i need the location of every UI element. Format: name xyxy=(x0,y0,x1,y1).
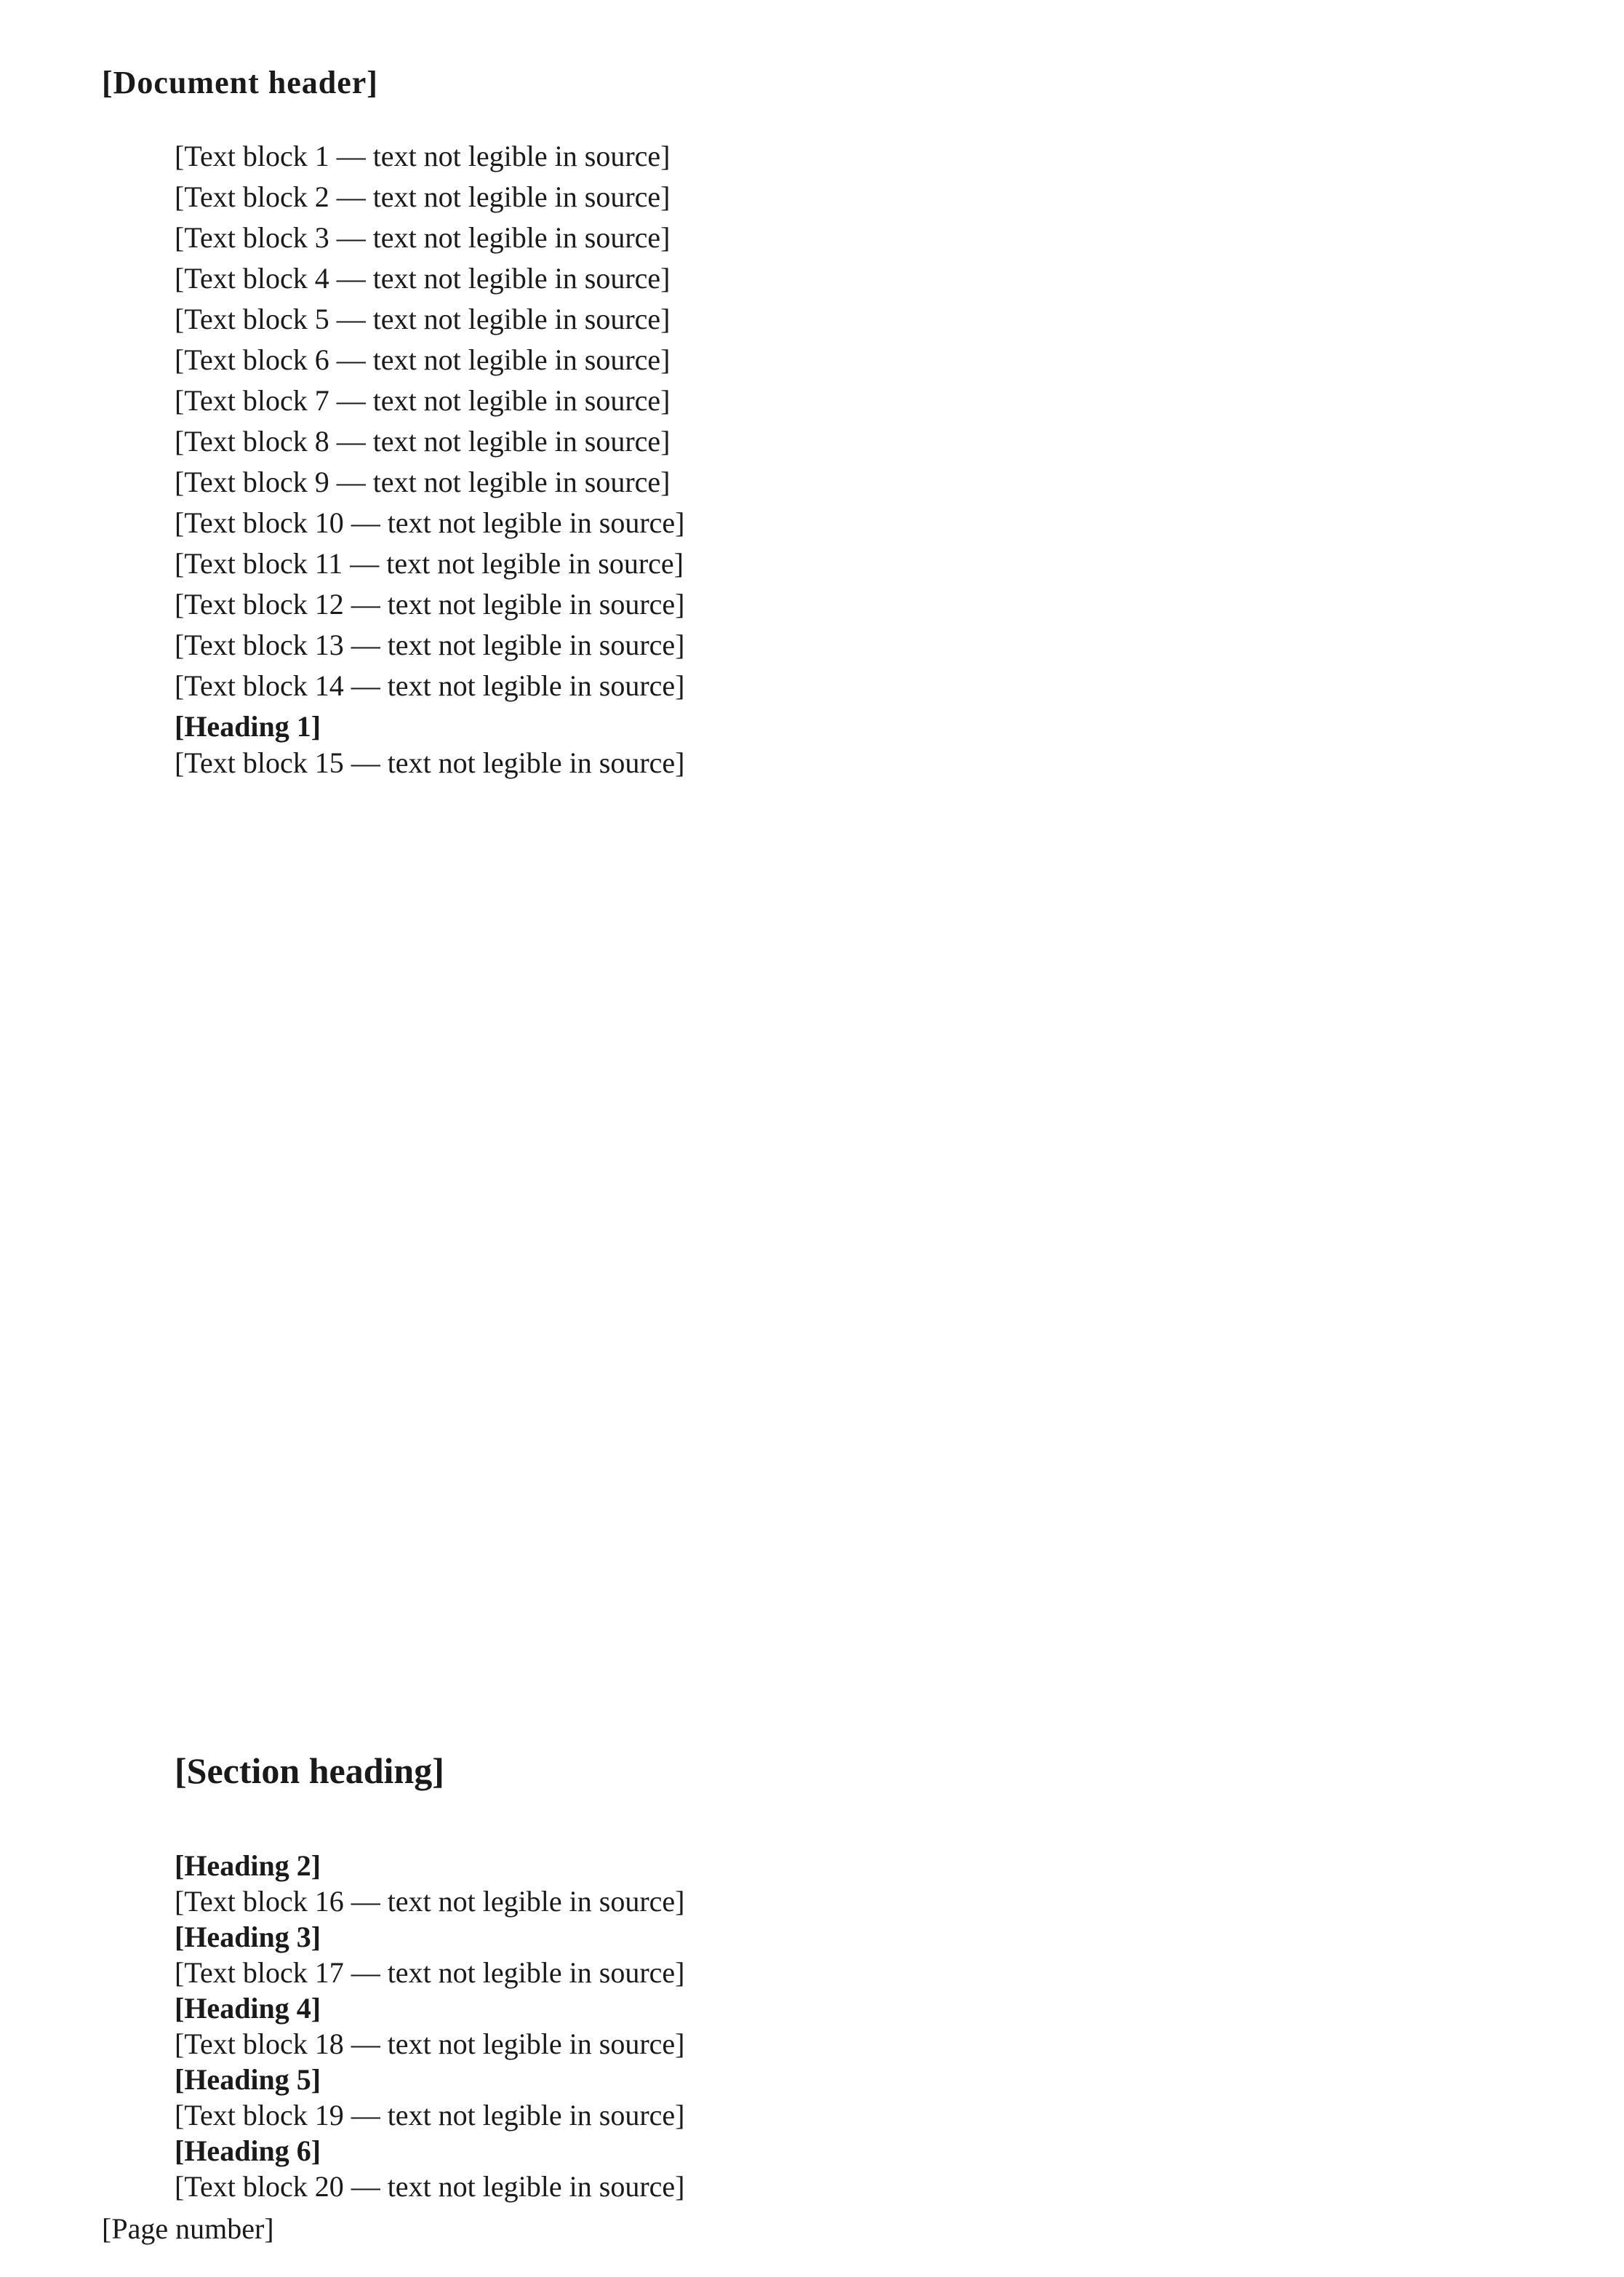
list-item: [Text block 13 — text not legible in source] xyxy=(175,629,685,661)
subsection-body: [Text block 15 — text not legible in source] xyxy=(175,746,685,779)
subsection-body: [Text block 16 — text not legible in source] xyxy=(175,1885,685,1918)
list-item: [Text block 2 — text not legible in source] xyxy=(175,180,671,213)
list-item: [Text block 6 — text not legible in source] xyxy=(175,343,671,376)
subsection-heading: [Heading 3] xyxy=(175,1921,321,1953)
list-item: [Text block 1 — text not legible in source] xyxy=(175,140,671,172)
subsection-1-8 xyxy=(102,709,1513,781)
list-item: [Text block 5 — text not legible in source] xyxy=(175,303,671,335)
list-item: [Text block 14 — text not legible in source] xyxy=(175,669,685,702)
subsection-2-5 xyxy=(102,2133,1513,2204)
subsection-body: [Text block 20 — text not legible in source] xyxy=(175,2170,685,2203)
subsection-2-1 xyxy=(102,1848,1513,1919)
list-item: [Text block 11 — text not legible in source] xyxy=(175,547,684,580)
requirements-list xyxy=(102,138,1513,781)
subsection-heading: [Heading 4] xyxy=(175,1992,321,2025)
subsection-heading: [Heading 5] xyxy=(175,2063,321,2096)
running-head: [Document header] xyxy=(102,65,378,100)
subsection-body: [Text block 19 — text not legible in source] xyxy=(175,2099,685,2132)
list-item: [Text block 4 — text not legible in source] xyxy=(175,262,671,295)
subsection-2-3 xyxy=(102,1990,1513,2062)
page-number: [Page number] xyxy=(102,2212,274,2245)
subsection-heading: [Heading 2] xyxy=(175,1849,321,1882)
section-2-content xyxy=(102,1848,1513,2204)
list-item: [Text block 12 — text not legible in source] xyxy=(175,588,685,621)
list-item: [Text block 3 — text not legible in source] xyxy=(175,221,671,254)
subsection-2-4 xyxy=(102,2062,1513,2133)
subsection-heading: [Heading 6] xyxy=(175,2134,321,2167)
subsection-body: [Text block 17 — text not legible in source] xyxy=(175,1956,685,1989)
list-item: [Text block 7 — text not legible in source] xyxy=(175,384,671,417)
list-item: [Text block 8 — text not legible in source] xyxy=(175,425,671,458)
subsection-2-2 xyxy=(102,1919,1513,1990)
list-item: [Text block 9 — text not legible in source] xyxy=(175,466,671,498)
subsection-body: [Text block 18 — text not legible in source] xyxy=(175,2027,685,2060)
list-item: [Text block 10 — text not legible in source] xyxy=(175,506,685,539)
subsection-heading: [Heading 1] xyxy=(175,710,321,743)
section-title: [Section heading] xyxy=(175,1750,444,1791)
